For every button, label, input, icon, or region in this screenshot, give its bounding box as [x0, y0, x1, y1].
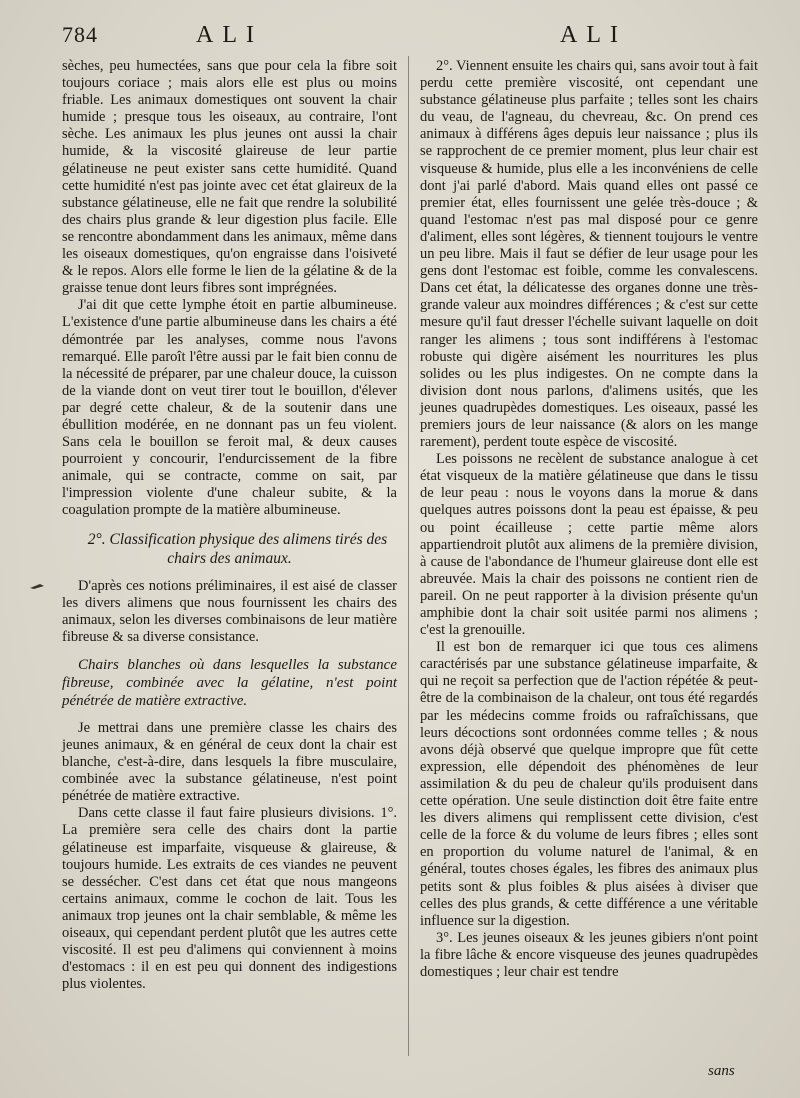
column-divider [408, 56, 409, 1056]
running-head-right: ALI [560, 22, 627, 48]
section-title: 2°. Classification physique des alimens tirés des chairs des animaux. [87, 530, 388, 567]
left-paragraph-4: Je mettrai dans une première classe les chairs des jeunes animaux, & en général de ceux dont la chair est blanche, c'est-à-dire, dans lesquels la fibre musculaire, combinée avec la substance gélatineuse, n'est point pénétrée de matière extractive. [62, 719, 397, 805]
right-paragraph-1: 2°. Viennent ensuite les chairs qui, sans avoir tout à fait perdu cette première viscosité, ont cependant une substance gélatineuse plus parfaite ; telles sont les chairs du veau, de l'agneau, du chevreau, &c. On prend ces animaux à différens âges depuis leur naissance ; plus ils se rapprochent de ce premier moment, plus leur chair est visqueuse & humide, plus elle a les inconvéniens de celle dont j'ai parlé d'abord. Mais quand elles ont passé ce premier état, elles fournissent une gelée très-douce ; & quand l'estomac n'est pas mal disposé pour ce genre d'aliment, elles sont légères, & tiennent toujours le ventre un peu libre. Mais il faut se défier de leur usage pour les gens dont l'estomac est foible, comme les convalescens. Dans cet état, la délicatesse des organes donne une très-grande valeur aux moindres différences ; & c'est sur cette mesure qu'il faut dresser l'échelle suivant laquelle on doit ranger les alimens ; tous sont indifférens à l'estomac robuste qui digère aisément les nourritures les plus solides ou les plus indigestes. On ne compte dans la division dont nous parlons, d'alimens usités, que les jeunes quadrupèdes domestiques. Les oiseaux, passé les premiers jours de leur naissance (& alors on les mange rarement), perdent toute espèce de viscosité. [420, 58, 758, 451]
catchword: sans [708, 1063, 735, 1079]
right-paragraph-2: Les poissons ne recèlent de substance analogue à cet état visqueux de la matière gélatineuse que dans le tissu de leur peau : nous le voyons dans la morue & dans quelques autres poissons dont la peau est épaisse, & peu ou point écailleuse ; cette partie même alors appartiendroit plutôt aux alimens de la première division, à cause de l'abondance de l'humeur glaireuse dont elle est abreuvée. Mais la chair des poissons ne contient rien de pareil. On ne peut rapporter à la division présente qu'un amphibie dont la chair soit usitée parmi nos alimens ; c'est la grenouille. [420, 451, 758, 639]
left-paragraph-2: J'ai dit que cette lymphe étoit en partie albumineuse. L'existence d'une partie albumineuse dans les chairs a été démontrée par les analyses, comme nous l'avons remarqué. Elle paroît l'être aussi par le fait bien connu de la nécessité de préparer, par une chaleur douce, la cuisson de la viande dont on veut tirer tout le bouillon, d'élever par degré cette chaleur, & de la soutenir dans une ébullition modérée, en ne donnant pas un feu violent. Sans cela le bouillon se feroit mal, & deux causes pourroient y concourir, l'endurcissement de la fibre animale, qui se contracte, comme on sait, par l'impression violente d'une chaleur subite, & la coagulation prompte de la matière albumineuse. [62, 297, 397, 519]
right-column [420, 58, 758, 981]
page-header [62, 22, 762, 56]
right-paragraph-3: Il est bon de remarquer ici que tous ces alimens caractérisés par une substance gélatineuse imparfaite, & qui ne reçoit sa perfection que de l'action répétée & peut-être de la combinaison de la chaleur, ont tous été regardés par les médecins comme froids ou rafraîchissans, que leurs décoctions sont ordonnées comme telles ; & nous avons déjà observé que quelque impropre que fût cette expression, elle dépendoit des phénomènes de leur assimilation & du peu de chaleur qu'ils produisent dans cette opération. Une seule distinction doit être faite entre les divers alimens qui remplissent cette division, c'est celle de la force & du volume de leurs fibres ; elles sont en proportion du volume naturel de l'animal, & en général, toutes choses égales, les fibres des animaux plus petits sont & plus foibles & plus aisées à diviser que celles des plus grands, & cette différence a une véritable influence sur la digestion. [420, 639, 758, 929]
left-paragraph-1: sèches, peu humectées, sans que pour cela la fibre soit toujours coriace ; mais alors elle est plus ou moins friable. Les animaux domestiques ont souvent la chair humide ; presque tous les oiseaux, au contraire, l'ont sèche. Les animaux les plus jeunes ont aussi la chair humide, & la viscosité glaireuse de leur partie gélatineuse ne peut exister sans cette humidité. Quand cette humidité n'est pas jointe avec cet état glaireux de la substance gélatineuse, elle ne fait que rendre la solubilité des chairs plus grande & leur digestion plus facile. Elle se rencontre abondamment dans les animaux, même dans les oiseaux domestiques, qu'on engraisse dans l'oisiveté & le repos. Alors elle forme le lien de la gélatine & de la graisse tenue dont leurs fibres sont imprégnées. [62, 58, 397, 297]
running-head-left: ALI [196, 22, 263, 48]
left-paragraph-3: D'après ces notions préliminaires, il est aisé de classer les divers alimens que nous fournissent les chairs des animaux, selon les diverses combinaisons de leur matière fibreuse & sa diverse consistance. [62, 577, 397, 645]
left-column [62, 58, 397, 993]
right-paragraph-4: 3°. Les jeunes oiseaux & les jeunes gibiers n'ont point la fibre lâche & encore visqueuse des jeunes quadrupèdes domestiques ; leur chair est tendre [420, 929, 758, 980]
subheading: Chairs blanches où dans lesquelles la substance fibreuse, combinée avec la gélatine, n'est point pénétrée de matière extractive. [62, 656, 397, 709]
page-number: 784 [62, 22, 98, 47]
marginal-marker-icon [30, 582, 44, 590]
left-paragraph-5: Dans cette classe il faut faire plusieurs divisions. 1°. La première sera celle des chairs dont la partie gélatineuse est imparfaite, visqueuse & glaireuse, & toujours humide. Les extraits de ces viandes ne peuvent se dessécher. C'est dans cet état que nous mangeons certains animaux, comme le cochon de lait. Tous les animaux trop jeunes ont la chair semblable, & même les oiseaux, qui cependant perdent plutôt que les autres cette viscosité. Il est peu d'alimens qui conviennent à moins d'estomacs : il en est peu qui donnent des indigestions plus violentes. [62, 805, 397, 993]
